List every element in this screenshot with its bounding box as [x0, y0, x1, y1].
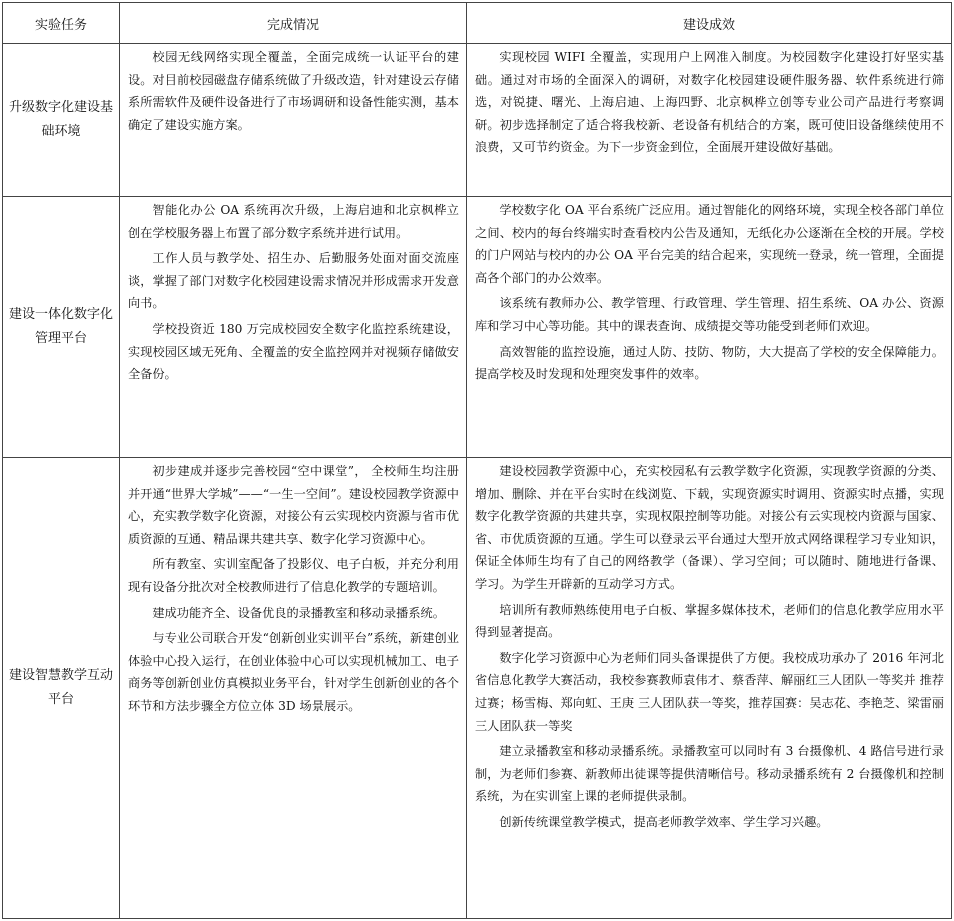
completion-cell	[120, 458, 467, 919]
header-completion: 完成情况	[120, 3, 467, 44]
paragraph: 初步建成并逐步完善校园“空中课堂”， 全校师生均注册并开通“世界大学城”——“一生一空间”。建设校园教学资源中心，充实教学数字化资源，对接公有云实现校内资源与省市优质资源的互通、精品课共建共享、数字化学习资源中心。	[128, 464, 459, 546]
paragraph: 创新传统课堂教学模式，提高老师教学效率、学生学习兴趣。	[499, 814, 829, 829]
effect-cell	[467, 44, 952, 197]
header-row	[3, 3, 952, 44]
paragraph: 工作人员与教学处、招生办、后勤服务处面对面交流座谈，掌握了部门对数字化校园建设需求情况并形成需求开发意向书。	[128, 251, 459, 311]
paragraph: 学校投资近 180 万完成校园安全数字化监控系统建设，实现校园区域无死角、全覆盖的安全监控网并对视频存储做安全备份。	[128, 321, 459, 382]
table-row	[3, 44, 952, 197]
paragraph: 实现校园 WIFI 全覆盖，实现用户上网准入制度。为校园数字化建设打好坚实基础。通过对市场的全面深入的调研，对数字化校园建设硬件服务器、软件系统进行筛选，对锐捷、曙光、上海启迪、上海四野、北京枫桦立创等专业公司产品进行考察调研。初步选择制定了适合将我校新、老设备有机结合的方案，既可使旧设备继续使用不浪费，又可节约资金。为下一步资金到位，全面展开建设做好基础。	[475, 50, 944, 155]
paragraph: 智能化办公 OA 系统再次升级，上海启迪和北京枫桦立创在学校服务器上布置了部分数字系统并进行试用。	[128, 203, 459, 240]
completion-cell	[120, 44, 467, 197]
header-effect: 建设成效	[467, 3, 952, 44]
paragraph: 高效智能的监控设施，通过人防、技防、物防，大大提高了学校的安全保障能力。提高学校及时发现和处理突发事件的效率。	[475, 344, 944, 382]
table-row	[3, 458, 952, 919]
results-table	[2, 2, 952, 919]
header-task: 实验任务	[3, 3, 120, 44]
task-cell: 建设智慧教学互动平台	[3, 458, 120, 919]
paragraph: 与专业公司联合开发“创新创业实训平台”系统，新建创业体验中心投入运行，在创业体验中心可以实现机械加工、电子商务等创新创业仿真模拟业务平台，针对学生创新创业的各个环节和方法步骤全方位立体 3D 场景展示。	[128, 631, 459, 713]
task-cell: 升级数字化建设基础环境	[3, 44, 120, 197]
paragraph: 该系统有教师办公、教学管理、行政管理、学生管理、招生系统、OA 办公、资源库和学习中心等功能。其中的课表查询、成绩提交等功能受到老师们欢迎。	[475, 296, 944, 333]
paragraph: 培训所有教师熟练使用电子白板、掌握多媒体技术，老师们的信息化教学应用水平得到显著提高。	[475, 602, 944, 640]
effect-cell	[467, 197, 952, 458]
paragraph: 校园无线网络实现全覆盖，全面完成统一认证平台的建设。对目前校园磁盘存储系统做了升级改造，针对建设云存储系所需软件及硬件设备进行了市场调研和设备性能实测，基本确定了建设实施方案。	[128, 50, 459, 132]
completion-cell	[120, 197, 467, 458]
paragraph: 建设校园教学资源中心，充实校园私有云教学数字化资源，实现教学资源的分类、增加、删除、并在平台实时在线浏览、下载，实现资源实时调用、资源实时点播，实现数字化教学资源的共建共享，实现权限控制等功能。对接公有云实现校内资源与国家、省、市优质资源的互通。学生可以登录云平台通过大型开放式网络课程学习专业知识，保证全体师生均有了自己的网络教学（备课）、学习空间；可以随时、随地进行备课、学习。为学生开辟新的互动学习方式。	[475, 464, 944, 591]
paragraph: 数字化学习资源中心为老师们同头备课提供了方便。我校成功承办了 2016 年河北省信息化教学大赛活动，我校参赛教师袁伟才、蔡香萍、解丽红三人团队一等奖并 推荐过赛；杨雪梅、郑向虹、王庚 三人团队获一等奖，推荐国赛：吴志花、李艳芝、梁雷丽三人团队获一等奖	[475, 650, 944, 733]
paragraph: 所有教室、实训室配备了投影仪、电子白板，并充分利用现有设备分批次对全校教师进行了信息化教学的专题培训。	[128, 557, 459, 594]
task-cell: 建设一体化数字化管理平台	[3, 197, 120, 458]
paragraph: 建立录播教室和移动录播系统。录播教室可以同时有 3 台摄像机、4 路信号进行录制，为老师们参赛、新教师出徒课等提供清晰信号。移动录播系统有 2 台摄像机和控制系统，为在实训室上课的老师提供录制。	[475, 744, 944, 804]
table-row	[3, 197, 952, 458]
paragraph: 学校数字化 OA 平台系统广泛应用。通过智能化的网络环境，实现全校各部门单位之间、校内的每台终端实时查看校内公告及通知，无纸化办公逐渐在全校的开展。学校的门户网站与校内的办公 OA 平台完美的结合起来，实现统一登录，统一管理，全面提高各个部门的办公效率。	[475, 203, 944, 285]
paragraph: 建成功能齐全、设备优良的录播教室和移动录播系统。	[152, 605, 445, 620]
effect-cell	[467, 458, 952, 919]
